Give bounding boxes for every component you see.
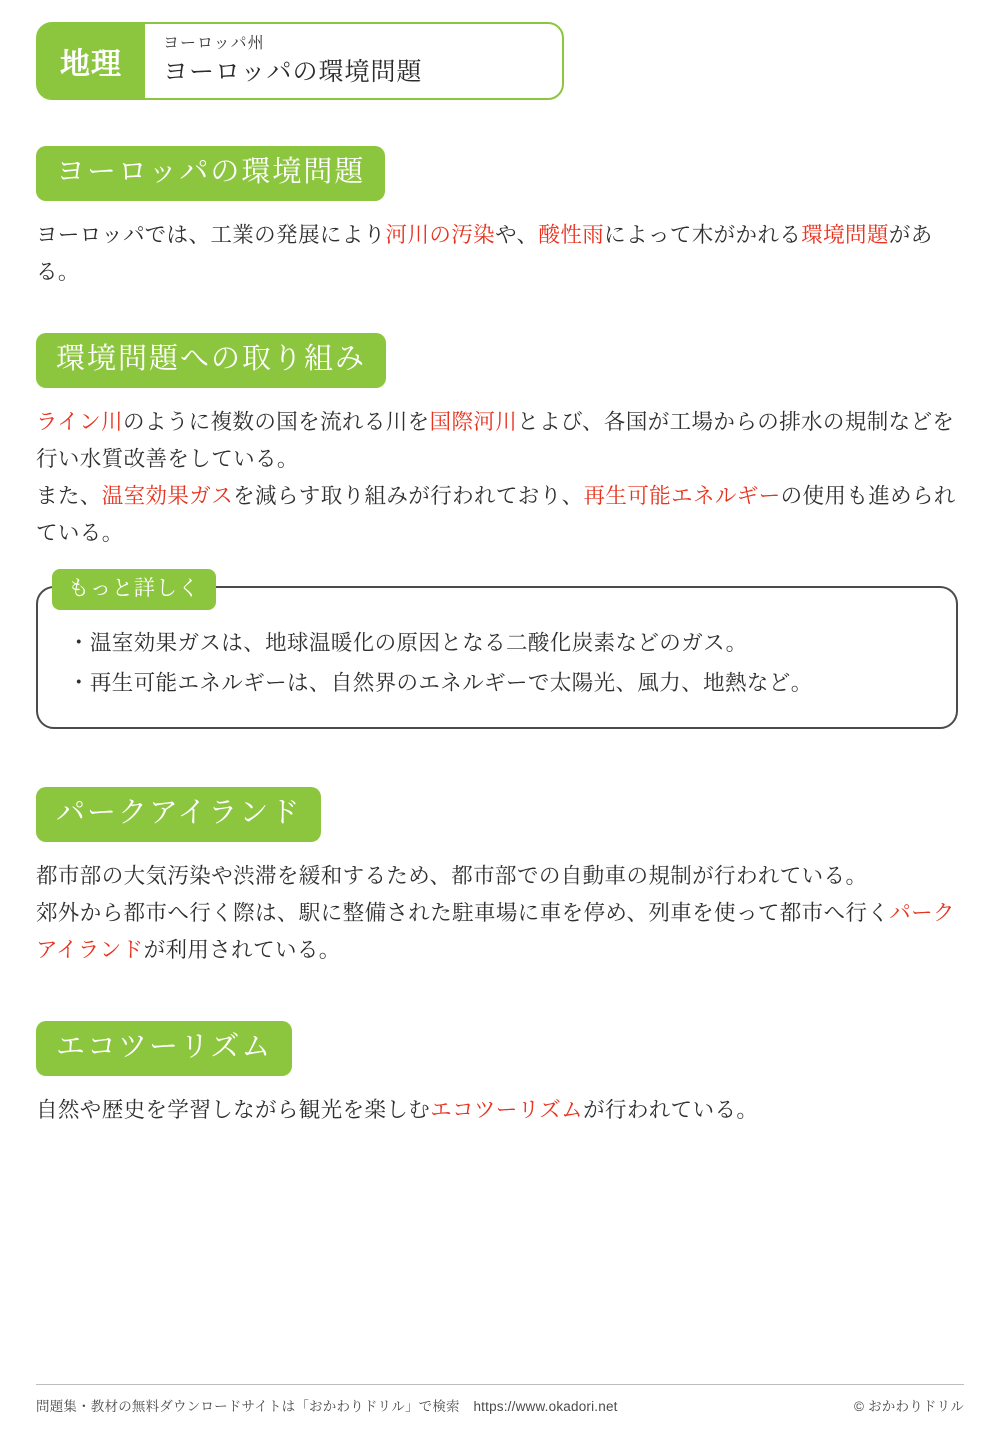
text-run: 郊外から都市へ行く際は、駅に整備された駐車場に車を停め、列車を使って都市へ行く [36, 901, 890, 926]
highlighted-term: 酸性雨 [538, 223, 605, 247]
list-item: ・温室効果ガスは、地球温暖化の原因となる二酸化炭素などのガス。 [68, 630, 748, 655]
text-run: また、 [36, 483, 102, 508]
section-2 [36, 333, 964, 388]
more-detail-list [68, 624, 926, 704]
page-title: ヨーロッパの環境問題 [163, 58, 423, 87]
worksheet-page [0, 22, 1000, 1437]
paragraph [36, 1098, 758, 1122]
highlighted-term: 河川の汚染 [385, 223, 496, 247]
text-run: がある。 [36, 223, 933, 284]
footer-right-text: © おかわりドリル [854, 1399, 964, 1414]
highlighted-term: エコツーリズム [430, 1098, 584, 1123]
section-4 [36, 1021, 964, 1076]
text-run: や、 [495, 223, 539, 247]
paragraph [36, 901, 955, 962]
highlighted-term: 温室効果ガス [101, 483, 234, 508]
paragraph [36, 410, 954, 471]
list-item: ・再生可能エネルギーは、自然界のエネルギーで太陽光、風力、地熱など。 [68, 670, 813, 695]
text-run: が利用されている。 [143, 938, 341, 963]
section-3-body [36, 858, 964, 969]
section-4-body [36, 1092, 964, 1129]
text-run: 自然や歴史を学習しながら観光を楽しむ [36, 1098, 431, 1123]
page-footer [36, 1384, 964, 1415]
section-1 [36, 146, 964, 201]
highlighted-term: 再生可能エネルギー [583, 483, 781, 508]
highlighted-term: パークアイランド [36, 901, 955, 963]
footer-left-text: 問題集・教材の無料ダウンロードサイトは「おかわりドリル」で検索 https://www.okadori.net [36, 1399, 618, 1414]
text-run: が行われている。 [583, 1098, 759, 1123]
text-run: 都市部の大気汚染や渋滞を緩和するため、都市部での自動車の規制が行われている。 [36, 864, 868, 889]
highlighted-term: 環境問題 [801, 223, 889, 247]
page-header [36, 22, 564, 100]
paragraph [36, 223, 933, 284]
section-2-body [36, 404, 964, 552]
section-1-heading: ヨーロッパの環境問題 [36, 146, 385, 201]
paragraph [36, 484, 956, 545]
header-subtitle: ヨーロッパ州 [163, 35, 265, 53]
section-3 [36, 787, 964, 842]
section-1-body [36, 217, 964, 291]
text-run: ヨーロッパでは、工業の発展により [36, 223, 386, 247]
paragraph [36, 864, 867, 888]
text-run: のように複数の国を流れる川を [122, 409, 430, 434]
more-detail-label: もっと詳しく [52, 569, 216, 610]
section-4-heading: エコツーリズム [36, 1021, 292, 1076]
text-run: を減らす取り組みが行われており、 [233, 483, 584, 508]
text-run: とよび、各国が工場からの排水の規制などを行い水質改善をしている。 [36, 409, 955, 471]
section-3-heading: パークアイランド [36, 787, 321, 842]
highlighted-term: 国際河川 [429, 409, 518, 434]
text-run: の使用も進められている。 [36, 483, 956, 545]
subject-badge: 地理 [37, 24, 145, 98]
section-2-heading: 環境問題への取り組み [36, 333, 386, 388]
highlighted-term: ライン川 [36, 409, 123, 434]
text-run: によって木がかれる [604, 223, 802, 247]
header-texts [145, 32, 423, 90]
more-detail-box [36, 576, 958, 730]
